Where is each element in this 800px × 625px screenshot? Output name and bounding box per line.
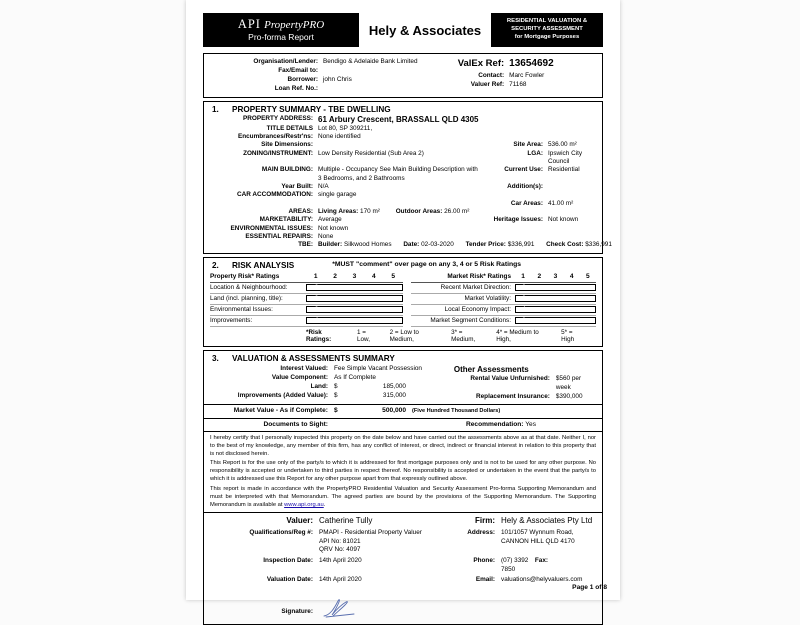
outdoor-areas-label: Outdoor Areas: bbox=[395, 207, 443, 215]
valuer-name: Catherine Tully bbox=[319, 516, 373, 526]
api-propertypro-logo bbox=[203, 13, 359, 47]
scale-4: 4 bbox=[569, 273, 574, 281]
areas-label: AREAS: bbox=[288, 207, 313, 215]
section2-number: 2. bbox=[212, 260, 219, 270]
market-value-amount: 500,000 bbox=[382, 406, 406, 414]
land-planning-title-row bbox=[210, 294, 403, 305]
market-volatility-rating-bar: 3 bbox=[515, 295, 596, 302]
valuation-date-value: 14th April 2020 bbox=[319, 576, 362, 584]
email-label: Email: bbox=[475, 576, 495, 584]
signature-image bbox=[321, 597, 367, 619]
phone-value: (07) 3392 7850 bbox=[501, 557, 529, 573]
replacement-insurance-row bbox=[434, 393, 596, 402]
report-page bbox=[186, 0, 620, 616]
property-address-value: 61 Arbury Crescent, BRASSALL QLD 4305 bbox=[318, 115, 479, 125]
land-amount: 185,000 bbox=[382, 382, 406, 390]
essential-repairs-label: ESSENTIAL REPAIRS: bbox=[245, 232, 313, 240]
section3-title: VALUATION & ASSESSMENTS SUMMARY bbox=[232, 353, 395, 363]
improvements-currency: $ bbox=[334, 391, 338, 399]
environmental-issues-row bbox=[210, 225, 596, 233]
location-neighbourhood-label: Location & Neighbourhood: bbox=[210, 283, 288, 291]
site-dimensions-row bbox=[210, 141, 596, 149]
organisation-lender-value: Bendigo & Adelaide Bank Limited bbox=[323, 58, 418, 65]
environmental-issues-rating-bar: 2 bbox=[306, 306, 403, 313]
property-risk-header-row bbox=[210, 272, 403, 283]
qualifications-address-row bbox=[210, 529, 596, 555]
market-volatility-label: Market Volatility: bbox=[464, 294, 511, 302]
environmental-issues-label: ENVIRONMENTAL ISSUES: bbox=[230, 224, 313, 232]
legend-item-1: 1 = Low, bbox=[357, 328, 371, 343]
value-component-row bbox=[210, 374, 434, 383]
other-assessments-column bbox=[434, 365, 596, 402]
recent-market-direction-row bbox=[411, 283, 596, 294]
valuation-assessments-section bbox=[203, 350, 603, 625]
qualification-line-1: PMAPI - Residential Property Valuer bbox=[319, 529, 422, 537]
phone-fax-values bbox=[495, 557, 596, 574]
zoning-value: Low Density Residential (Sub Area 2) bbox=[318, 149, 424, 157]
title-details-row bbox=[210, 125, 596, 133]
borrower-row bbox=[210, 75, 426, 84]
improvements-row bbox=[210, 316, 403, 327]
certification-paragraph-1: I hereby certify that I personally inspected this property on the date below and have carried out the assessments above as at that date. Neither I, nor to the best of my knowledge, any member of this firm, has any conflict of interest, or direct, indirect or financial interest in relation to this property that is not disclosed herein. bbox=[210, 434, 596, 457]
replacement-insurance-value: $390,000 bbox=[555, 393, 583, 400]
valuer-ref-value: 71168 bbox=[509, 81, 527, 89]
main-building-label: MAIN BUILDING: bbox=[261, 166, 313, 174]
recent-market-direction-label: Recent Market Direction: bbox=[440, 283, 511, 291]
market-value-currency: $ bbox=[334, 406, 338, 414]
zoning-row bbox=[210, 150, 596, 167]
scale-3: 3 bbox=[352, 273, 357, 281]
risk-ratings-note: *MUST "comment" over page on any 3, 4 or 5 Risk Ratings bbox=[332, 261, 522, 269]
fax-label: Fax: bbox=[534, 557, 548, 565]
page-number: Page 1 of 8 bbox=[572, 584, 607, 591]
encumbrances-row bbox=[210, 133, 596, 141]
report-header bbox=[203, 13, 603, 47]
risk-ratings-legend bbox=[210, 329, 596, 343]
land-planning-title-rating-bar: 2 bbox=[306, 295, 403, 302]
firm-title: Hely & Associates bbox=[368, 22, 482, 38]
documents-to-sight-label: Documents to Sight: bbox=[263, 420, 328, 428]
certification-paragraph-2: This Report is for the use only of the party/s to which it is addressed for first mortgage purposes only and is not to be used for any other purpose. No responsibility is accepted or undertaken to third parties in respect thereof. No responsibility is accepted or undertaken in the event that the party/s to which it is addressed use this Report for any other purpose apart from that expressly outlined above. bbox=[210, 460, 596, 483]
replacement-insurance-label: Replacement Insurance: bbox=[476, 393, 550, 400]
risk-tables bbox=[210, 272, 596, 327]
environmental-issues-risk-row bbox=[210, 305, 403, 316]
qualifications-lines bbox=[313, 529, 443, 555]
property-summary-section bbox=[203, 101, 612, 253]
loan-ref-row bbox=[210, 84, 426, 93]
additions-value bbox=[543, 183, 596, 191]
lender-info-right bbox=[426, 57, 596, 93]
market-risk-header-row bbox=[411, 272, 596, 283]
site-dimensions-value bbox=[313, 141, 481, 149]
land-value-row bbox=[210, 383, 434, 392]
encumbrances-label: Encumbrances/Restr'ns: bbox=[237, 132, 313, 140]
market-value-words: (Five Hundred Thousand Dollars) bbox=[412, 407, 501, 414]
local-economy-impact-row bbox=[411, 305, 596, 316]
tbe-row bbox=[210, 241, 612, 249]
borrower-label: Borrower: bbox=[287, 76, 318, 84]
car-accommodation-row bbox=[210, 191, 596, 199]
scale-5: 5 bbox=[586, 273, 590, 281]
car-accommodation-value: single garage bbox=[318, 191, 357, 199]
lga-label: LGA: bbox=[527, 149, 543, 157]
market-segment-conditions-label: Market Segment Conditions: bbox=[430, 316, 511, 324]
car-areas-row bbox=[210, 200, 596, 208]
land-currency: $ bbox=[334, 382, 338, 390]
recommendation-value: Yes bbox=[525, 420, 536, 428]
lender-info-left bbox=[210, 57, 426, 93]
logo-title bbox=[238, 18, 324, 32]
api-org-link[interactable]: www.api.org.au bbox=[284, 502, 324, 509]
legend-item-3: 3* = Medium, bbox=[451, 328, 476, 343]
tbe-values bbox=[313, 241, 622, 249]
builder-value: Silkwood Homes bbox=[343, 241, 392, 249]
valuer-ref-row bbox=[426, 80, 596, 89]
property-address-row bbox=[210, 115, 596, 124]
year-built-value: N/A bbox=[318, 182, 329, 190]
inspection-phone-row bbox=[210, 557, 596, 574]
market-segment-conditions-row bbox=[411, 316, 596, 327]
outdoor-areas-value: 26.00 m² bbox=[444, 207, 470, 215]
check-cost-value: $336,991 bbox=[585, 241, 612, 249]
inspection-date-label: Inspection Date: bbox=[263, 557, 313, 565]
recommendation-label: Recommendation: bbox=[465, 420, 524, 428]
lga-value: Ipswich City Council bbox=[548, 149, 583, 165]
qualification-line-3: QRV No: 4097 bbox=[319, 546, 361, 554]
essential-repairs-row bbox=[210, 233, 596, 241]
market-risk-scale bbox=[515, 273, 596, 280]
land-planning-title-label: Land (incl. planning, title): bbox=[210, 294, 283, 302]
site-dimensions-label: Site Dimensions: bbox=[261, 141, 313, 149]
logo-propertypro-text: PropertyPRO bbox=[264, 19, 325, 32]
documents-to-sight-row bbox=[204, 421, 602, 432]
value-component-label: Value Component: bbox=[271, 373, 328, 381]
banner-line-1: RESIDENTIAL VALUATION & bbox=[506, 18, 588, 25]
logo-subtitle: Pro-forma Report bbox=[248, 31, 314, 42]
areas-values bbox=[313, 208, 483, 216]
scale-2: 2 bbox=[537, 273, 542, 281]
check-cost-label: Check Cost: bbox=[546, 241, 584, 249]
tbe-label: TBE: bbox=[298, 241, 313, 249]
scale-1: 1 bbox=[521, 273, 525, 281]
scale-1: 1 bbox=[313, 273, 318, 281]
improvements-value-row bbox=[210, 392, 434, 401]
legend-label: *Risk Ratings: bbox=[306, 328, 332, 343]
essential-repairs-value: None bbox=[318, 232, 334, 240]
land-value-label: Land: bbox=[310, 382, 328, 390]
market-segment-conditions-rating-bar: 3 bbox=[515, 317, 596, 324]
scale-5: 5 bbox=[391, 273, 396, 281]
qualifications-label: Qualifications/Reg #: bbox=[249, 529, 313, 537]
current-use-label: Current Use: bbox=[504, 166, 543, 174]
market-risk-header: Market Risk* Ratings bbox=[447, 272, 511, 280]
valuation-email-row bbox=[210, 576, 596, 585]
section3-number: 3. bbox=[212, 353, 219, 363]
main-building-row bbox=[210, 166, 596, 183]
organisation-lender-label: Organisation/Lender: bbox=[253, 58, 318, 65]
borrower-value: john Chris bbox=[323, 76, 352, 84]
firm-label: Firm: bbox=[475, 516, 495, 526]
living-areas-label: Living Areas: bbox=[318, 207, 359, 215]
valex-ref-row bbox=[426, 57, 596, 71]
tbe-date-value: 02-03-2020 bbox=[421, 241, 454, 249]
loan-ref-value bbox=[318, 84, 323, 93]
legend-item-2: 2 = Low to Medium, bbox=[389, 328, 419, 343]
market-value-label: Market Value - As if Complete: bbox=[233, 406, 328, 414]
certification-text bbox=[210, 435, 596, 511]
valuation-columns bbox=[210, 365, 596, 402]
builder-label: Builder: bbox=[318, 241, 343, 249]
scale-4: 4 bbox=[372, 273, 376, 281]
interest-valued-label: Interest Valued: bbox=[280, 364, 328, 372]
recommendation bbox=[466, 421, 596, 428]
site-area-value: 536.00 m² bbox=[548, 141, 577, 149]
living-areas-value: 170 m² bbox=[360, 207, 380, 215]
valex-ref-label: ValEx Ref: bbox=[457, 58, 505, 69]
market-risk-table bbox=[403, 272, 596, 327]
valuer-label: Valuer: bbox=[286, 516, 313, 526]
market-volatility-row bbox=[411, 294, 596, 305]
certification-paragraph-3-suffix: . bbox=[323, 502, 326, 509]
main-building-value: Multiple - Occupancy See Main Building Description with 3 Bedrooms, and 2 Bathrooms bbox=[318, 166, 478, 182]
qualification-line-2: API No: 81021 bbox=[319, 537, 361, 545]
car-accommodation-label: CAR ACCOMMODATION: bbox=[237, 191, 313, 199]
improvements-label: Improvements: bbox=[210, 316, 253, 324]
local-economy-impact-label: Local Economy Impact: bbox=[444, 305, 511, 313]
fax-email-label: Fax/Email to: bbox=[278, 67, 318, 75]
section2-title-row bbox=[210, 260, 596, 271]
spacer-value bbox=[313, 200, 481, 208]
tbe-date-label: Date: bbox=[403, 241, 420, 249]
report-type-banner bbox=[491, 13, 603, 47]
valex-ref-value: 13654692 bbox=[509, 58, 554, 69]
additions-label: Addition(s): bbox=[507, 182, 543, 190]
valuer-details-block bbox=[204, 512, 602, 617]
heritage-issues-value: Not known bbox=[548, 216, 579, 224]
fax-email-row bbox=[210, 66, 426, 75]
scale-2: 2 bbox=[333, 273, 337, 281]
section2-title: RISK ANALYSIS bbox=[232, 260, 295, 270]
email-value: valuations@helyvaluers.com bbox=[501, 576, 583, 584]
signature-label: Signature: bbox=[281, 608, 313, 616]
banner-line-2: SECURITY ASSESSMENT bbox=[511, 26, 583, 33]
address-label: Address: bbox=[467, 529, 495, 537]
address-value: 101/1057 Wynnum Road, CANNON HILL QLD 4170 bbox=[501, 529, 575, 545]
zoning-label: ZONING/INSTRUMENT: bbox=[243, 149, 313, 157]
encumbrances-value: None identified bbox=[318, 132, 361, 140]
marketability-row bbox=[210, 216, 596, 224]
inspection-date-value: 14th April 2020 bbox=[319, 557, 362, 565]
legend-item-5: 5* = High bbox=[561, 328, 575, 343]
improvements-amount: 315,000 bbox=[382, 391, 406, 399]
loan-ref-label: Loan Ref. No.: bbox=[274, 85, 318, 93]
banner-line-3: for Mortgage Purposes bbox=[514, 33, 580, 40]
location-neighbourhood-row bbox=[210, 283, 403, 294]
risk-analysis-section bbox=[203, 257, 603, 347]
other-assessments-heading: Other Assessments bbox=[453, 364, 529, 374]
valuer-ref-label: Valuer Ref: bbox=[470, 81, 505, 89]
section1-number: 1. bbox=[212, 105, 219, 115]
tender-price-value: $336,991 bbox=[507, 241, 535, 249]
scale-3: 3 bbox=[553, 273, 558, 281]
current-use-value: Residential bbox=[548, 166, 580, 174]
year-built-label: Year Built: bbox=[281, 182, 313, 190]
property-risk-header: Property Risk* Ratings bbox=[210, 272, 280, 280]
tender-price-label: Tender Price: bbox=[465, 241, 506, 249]
year-built-row bbox=[210, 183, 596, 191]
areas-row bbox=[210, 208, 596, 216]
contact-value: Marc Fowler bbox=[509, 72, 545, 80]
rental-value-label: Rental Value Unfurnished: bbox=[470, 375, 550, 383]
contact-label: Contact: bbox=[478, 72, 505, 80]
site-area-label: Site Area: bbox=[513, 141, 543, 149]
rental-value-row bbox=[434, 375, 596, 393]
section3-title-row bbox=[210, 353, 596, 364]
improvements-rating-bar: 4 bbox=[306, 317, 403, 324]
logo-api-text: API bbox=[237, 17, 261, 32]
market-value-row bbox=[204, 404, 602, 419]
title-details-label: TITLE DETAILS bbox=[266, 124, 313, 132]
certification-paragraph-3 bbox=[210, 486, 596, 510]
marketability-value: Average bbox=[318, 216, 342, 224]
contact-row bbox=[426, 71, 596, 80]
car-areas-value: 41.00 m² bbox=[548, 199, 574, 207]
title-details-value: Lot 80, SP 309211, bbox=[318, 124, 373, 132]
section1-title-row bbox=[210, 104, 596, 115]
valuation-left-column bbox=[210, 365, 434, 402]
spacer-label bbox=[210, 200, 313, 208]
interest-valued-row bbox=[210, 365, 434, 374]
property-risk-scale bbox=[306, 273, 403, 280]
marketability-label: MARKETABILITY: bbox=[259, 216, 313, 224]
environmental-issues-risk-label: Environmental Issues: bbox=[210, 305, 273, 313]
fax-email-value bbox=[318, 66, 323, 75]
firm-name: Hely & Associates Pty Ltd bbox=[501, 516, 593, 526]
recent-market-direction-rating-bar: 2 bbox=[515, 284, 596, 291]
environmental-issues-value: Not known bbox=[318, 224, 349, 232]
valuation-date-label: Valuation Date: bbox=[266, 576, 313, 584]
local-economy-impact-rating-bar: 4 bbox=[515, 306, 596, 313]
organisation-lender-row bbox=[210, 57, 426, 66]
property-risk-table bbox=[210, 272, 403, 327]
valuer-firm-row bbox=[210, 516, 596, 527]
certification-paragraph-3-text: This report is made in accordance with the PropertyPRO Residential Valuation and Security Assessment Pro-forma Supporting Memorandum and must be interpreted with that Memorandum. The agreed parties are bound by the provisions of the Supporting Memorandum. The Supporting Memorandum is available at bbox=[210, 486, 596, 509]
location-neighbourhood-rating-bar: 2 bbox=[306, 284, 403, 291]
car-areas-label: Car Areas: bbox=[510, 199, 543, 207]
heritage-issues-label: Heritage Issues: bbox=[493, 216, 543, 224]
lender-info-box bbox=[203, 53, 603, 98]
signature-row bbox=[210, 597, 596, 617]
interest-valued-value: Fee Simple Vacant Possession bbox=[334, 364, 422, 372]
value-component-value: As If Complete bbox=[334, 373, 376, 381]
improvements-value-label: Improvements (Added Value): bbox=[237, 391, 328, 399]
rental-value-value: $560 per week bbox=[555, 375, 582, 392]
legend-item-4: 4* = Medium to High, bbox=[496, 328, 539, 343]
section1-title: PROPERTY SUMMARY - TBE DWELLING bbox=[232, 105, 391, 115]
property-address-label: PROPERTY ADDRESS: bbox=[243, 115, 313, 123]
phone-label: Phone: bbox=[473, 557, 495, 565]
